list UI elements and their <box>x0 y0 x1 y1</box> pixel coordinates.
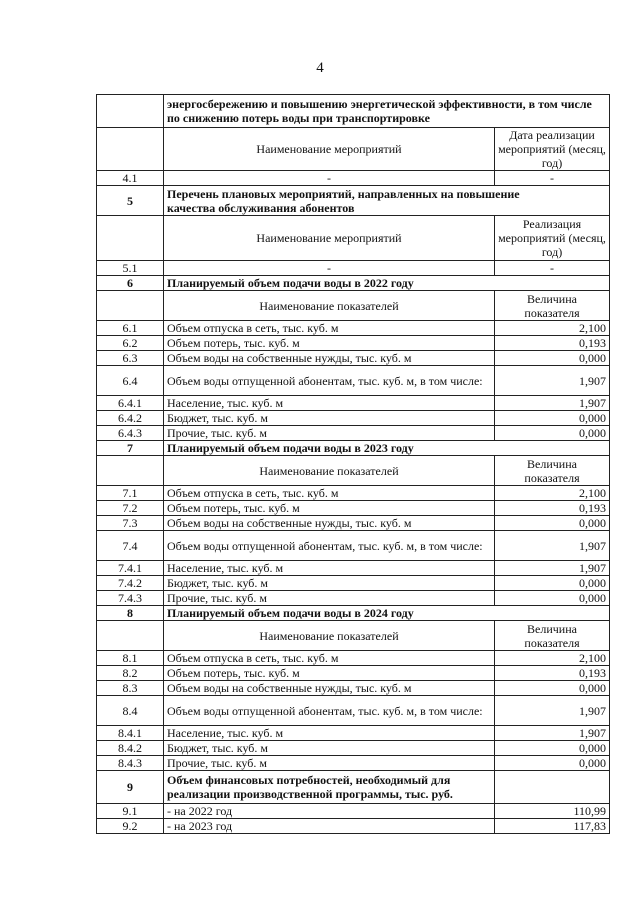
row-name: Бюджет, тыс. куб. м <box>164 411 495 426</box>
row-name: - на 2023 год <box>164 819 495 834</box>
row-number: 7.4.3 <box>97 591 164 606</box>
section-title-row <box>97 606 610 621</box>
page-number: 4 <box>316 60 324 76</box>
section-title-row <box>97 276 610 291</box>
row-value: 0,000 <box>495 576 610 591</box>
section-title-row <box>97 441 610 456</box>
table-row <box>97 516 610 531</box>
row-number: 7.4.2 <box>97 576 164 591</box>
row-value: 1,907 <box>495 396 610 411</box>
table-row <box>97 666 610 681</box>
row-value: 2,100 <box>495 321 610 336</box>
column-header-value: Величина показателя <box>495 291 610 321</box>
row-number: 8.4.1 <box>97 726 164 741</box>
continuation-row <box>97 95 610 128</box>
number-cell <box>97 456 164 486</box>
row-value: - <box>495 171 610 186</box>
row-number: 6.4.1 <box>97 396 164 411</box>
column-header-name: Наименование показателей <box>164 621 495 651</box>
section-title <box>164 186 610 216</box>
row-number: 8.4 <box>97 696 164 726</box>
table-row <box>97 741 610 756</box>
table-row <box>97 651 610 666</box>
column-header-value: Величина показателя <box>495 456 610 486</box>
table-row <box>97 726 610 741</box>
row-value: 1,907 <box>495 531 610 561</box>
row-value: - <box>495 261 610 276</box>
row-name: - <box>164 261 495 276</box>
row-value: 0,193 <box>495 336 610 351</box>
row-number: 6.4 <box>97 366 164 396</box>
row-name: Объем воды на собственные нужды, тыс. куб. м <box>164 351 495 366</box>
row-number: 7.4 <box>97 531 164 561</box>
column-header-value: Величина показателя <box>495 621 610 651</box>
table-header-row <box>97 216 610 261</box>
row-number: 6.4.3 <box>97 426 164 441</box>
number-cell <box>97 128 164 171</box>
row-value: 0,193 <box>495 501 610 516</box>
row-number: 4.1 <box>97 171 164 186</box>
column-header-date: Дата реализации мероприятий (месяц, год) <box>495 128 610 171</box>
row-number: 8.2 <box>97 666 164 681</box>
row-name: Объем отпуска в сеть, тыс. куб. м <box>164 486 495 501</box>
table-row <box>97 576 610 591</box>
section-title: Объем финансовых потребностей, необходимый для реализации производственной программы, тыс. руб. <box>164 771 495 804</box>
section-number: 7 <box>97 441 164 456</box>
row-name: - на 2022 год <box>164 804 495 819</box>
column-header-name: Наименование показателей <box>164 456 495 486</box>
row-number: 7.4.1 <box>97 561 164 576</box>
row-number: 6.3 <box>97 351 164 366</box>
table-row <box>97 336 610 351</box>
row-value: 0,000 <box>495 756 610 771</box>
section-number: 5 <box>97 186 164 216</box>
section-title: Планируемый объем подачи воды в 2022 году <box>164 276 610 291</box>
row-value: 1,907 <box>495 561 610 576</box>
row-name: Объем воды на собственные нужды, тыс. куб. м <box>164 681 495 696</box>
row-name: Население, тыс. куб. м <box>164 561 495 576</box>
row-value: 1,907 <box>495 726 610 741</box>
row-value: 0,000 <box>495 741 610 756</box>
row-number: 6.2 <box>97 336 164 351</box>
row-name: Прочие, тыс. куб. м <box>164 756 495 771</box>
section-title: Планируемый объем подачи воды в 2023 году <box>164 441 610 456</box>
row-value: 110,99 <box>495 804 610 819</box>
section-title-line-2: качества обслуживания абонентов <box>167 200 355 215</box>
section-number: 6 <box>97 276 164 291</box>
row-name: Объем воды на собственные нужды, тыс. куб. м <box>164 516 495 531</box>
table-row <box>97 561 610 576</box>
program-table <box>96 94 610 834</box>
table-row <box>97 531 610 561</box>
table-row <box>97 171 610 186</box>
column-header-name: Наименование мероприятий <box>164 216 495 261</box>
row-number: 8.4.3 <box>97 756 164 771</box>
section-title-row <box>97 771 610 804</box>
row-number: 8.3 <box>97 681 164 696</box>
continuation-text: энергосбережению и повышению энергетической эффективности, в том числе по снижению потерь воды при транспортировке <box>164 95 610 128</box>
row-name: Объем воды отпущенной абонентам, тыс. куб. м, в том числе: <box>164 366 495 396</box>
table-row <box>97 426 610 441</box>
row-value: 2,100 <box>495 651 610 666</box>
table-row <box>97 681 610 696</box>
number-cell <box>97 621 164 651</box>
row-number: 9.1 <box>97 804 164 819</box>
row-value: 0,000 <box>495 516 610 531</box>
row-name: - <box>164 171 495 186</box>
row-value: 117,83 <box>495 819 610 834</box>
section-title-line-1: Перечень плановых мероприятий, направленных на повышение <box>167 186 520 201</box>
table-row <box>97 396 610 411</box>
table-header-row <box>97 621 610 651</box>
table-header-row <box>97 456 610 486</box>
row-number: 9.2 <box>97 819 164 834</box>
table-row <box>97 486 610 501</box>
table-row <box>97 321 610 336</box>
table-row <box>97 501 610 516</box>
row-number: 8.4.2 <box>97 741 164 756</box>
row-number: 8.1 <box>97 651 164 666</box>
table-row <box>97 366 610 396</box>
column-header-date: Реализация мероприятий (месяц, год) <box>495 216 610 261</box>
row-name: Бюджет, тыс. куб. м <box>164 576 495 591</box>
row-value: 0,000 <box>495 426 610 441</box>
row-value: 1,907 <box>495 366 610 396</box>
section-title: Планируемый объем подачи воды в 2024 году <box>164 606 610 621</box>
row-name: Объем потерь, тыс. куб. м <box>164 336 495 351</box>
row-number: 6.4.2 <box>97 411 164 426</box>
section-title-row <box>97 186 610 216</box>
row-name: Население, тыс. куб. м <box>164 726 495 741</box>
table-row <box>97 819 610 834</box>
row-value: 0,000 <box>495 351 610 366</box>
row-number: 7.3 <box>97 516 164 531</box>
row-value: 0,000 <box>495 681 610 696</box>
row-name: Бюджет, тыс. куб. м <box>164 741 495 756</box>
row-name: Объем воды отпущенной абонентам, тыс. куб. м, в том числе: <box>164 696 495 726</box>
row-name: Население, тыс. куб. м <box>164 396 495 411</box>
table-row <box>97 696 610 726</box>
table-row <box>97 756 610 771</box>
table-row <box>97 804 610 819</box>
row-value: 2,100 <box>495 486 610 501</box>
row-number: 6.1 <box>97 321 164 336</box>
row-name: Объем отпуска в сеть, тыс. куб. м <box>164 651 495 666</box>
number-cell <box>97 95 164 128</box>
row-name: Объем потерь, тыс. куб. м <box>164 666 495 681</box>
table-header-row <box>97 128 610 171</box>
row-name: Прочие, тыс. куб. м <box>164 426 495 441</box>
number-cell <box>97 291 164 321</box>
number-cell <box>97 216 164 261</box>
column-header-name: Наименование показателей <box>164 291 495 321</box>
table-row <box>97 351 610 366</box>
row-name: Объем отпуска в сеть, тыс. куб. м <box>164 321 495 336</box>
section-number: 8 <box>97 606 164 621</box>
row-number: 7.2 <box>97 501 164 516</box>
row-name: Объем потерь, тыс. куб. м <box>164 501 495 516</box>
row-number: 5.1 <box>97 261 164 276</box>
row-number: 7.1 <box>97 486 164 501</box>
row-value: 0,000 <box>495 411 610 426</box>
column-header-name: Наименование мероприятий <box>164 128 495 171</box>
row-value: 0,000 <box>495 591 610 606</box>
section-number: 9 <box>97 771 164 804</box>
table-row <box>97 411 610 426</box>
row-name: Прочие, тыс. куб. м <box>164 591 495 606</box>
value-cell <box>495 771 610 804</box>
table-row <box>97 591 610 606</box>
row-name: Объем воды отпущенной абонентам, тыс. куб. м, в том числе: <box>164 531 495 561</box>
row-value: 1,907 <box>495 696 610 726</box>
row-value: 0,193 <box>495 666 610 681</box>
table-header-row <box>97 291 610 321</box>
table-row <box>97 261 610 276</box>
